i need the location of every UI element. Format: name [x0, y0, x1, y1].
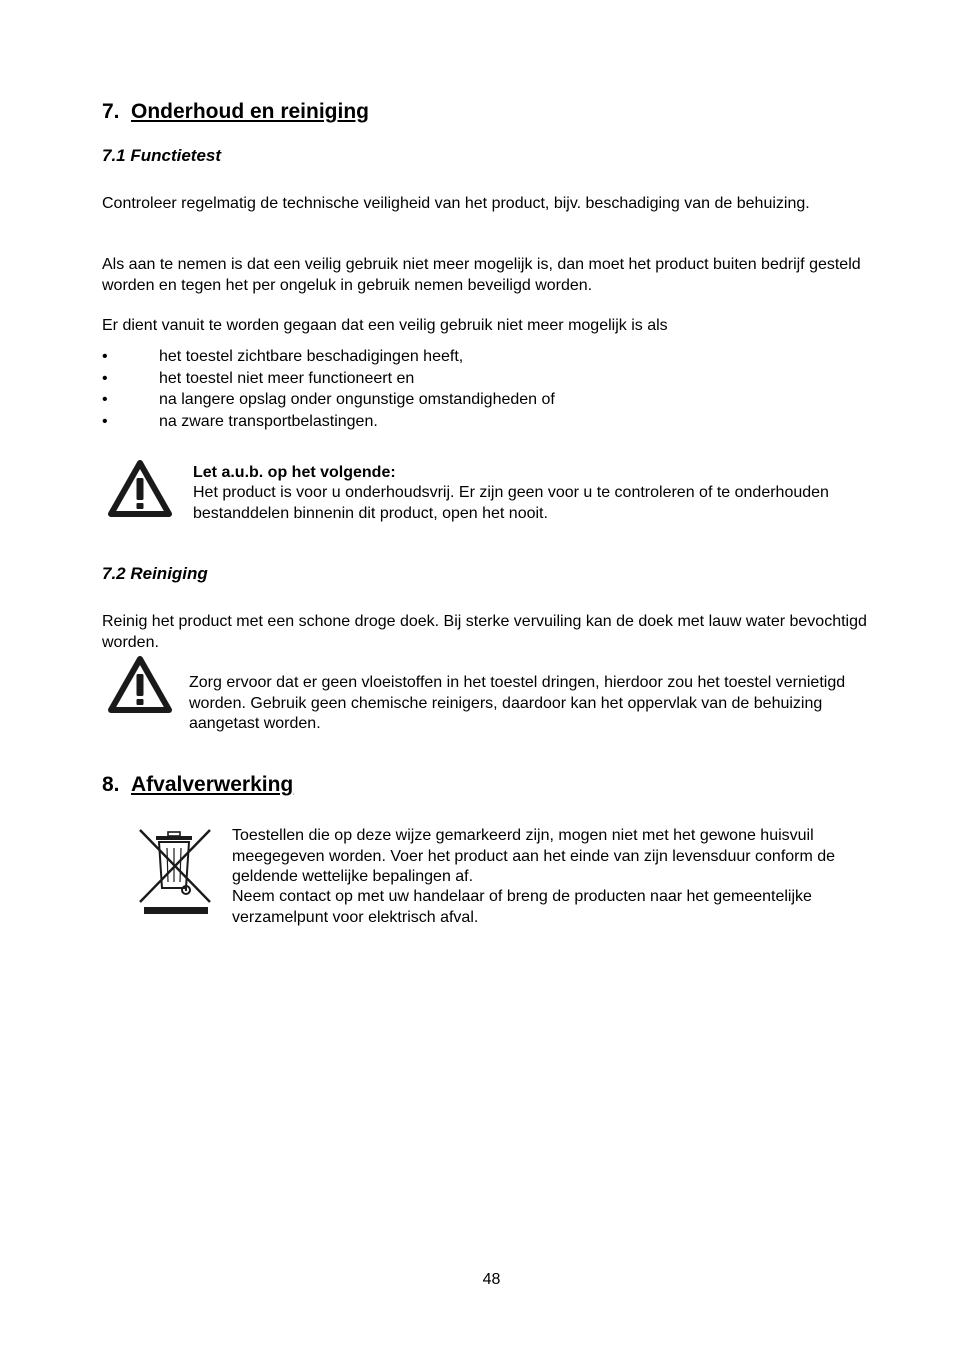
list-item	[102, 368, 802, 390]
list-item-text: na langere opslag onder ongunstige omstandigheden of	[159, 391, 555, 408]
subsection-7-1-title: 7.1 Functietest	[102, 146, 222, 165]
page-number: 48	[482, 1271, 501, 1288]
section-8-title: Afvalverwerking	[131, 773, 294, 796]
list-item-text: het toestel zichtbare beschadigingen heeft,	[159, 348, 464, 365]
cleaning-warning-text: Zorg ervoor dat er geen vloeistoffen in het toestel dringen, hierdoor zou het toestel vernietigd worden. Gebruik geen chemische reinigers, daardoor kan het oppervlak van de behuizing aangetast worden.	[189, 674, 846, 732]
section-7-number: 7.	[102, 100, 120, 123]
list-item-text: het toestel niet meer functioneert en	[159, 370, 415, 387]
disposal-paragraph-1: Toestellen die op deze wijze gemarkeerd zijn, mogen niet met het gewone huisvuil meegegeven worden. Voer het product aan het einde van zijn levensduur conform de geldende wettelijke bepalingen af.	[232, 827, 836, 885]
notice-text: Het product is voor u onderhoudsvrij. Er zijn geen voor u te controleren of te onderhouden bestanddelen binnenin dit product, open het nooit.	[193, 484, 829, 522]
bullet-symbol: •	[102, 370, 108, 387]
notice-title: Let a.u.b. op het volgende:	[193, 464, 396, 481]
section-8-number: 8.	[102, 773, 120, 796]
conditions-list	[102, 346, 802, 434]
bullet-symbol: •	[102, 391, 108, 408]
warning-triangle-icon	[108, 656, 172, 714]
list-item-text: na zware transportbelastingen.	[159, 413, 378, 430]
list-item	[102, 389, 802, 411]
section-8-heading	[102, 773, 293, 797]
paragraph-7-1-conditions: Er dient vanuit te worden gegaan dat een veilig gebruik niet meer mogelijk is als	[102, 317, 668, 334]
paragraph-7-1-decommission: Als aan te nemen is dat een veilig gebruik niet meer mogelijk is, dan moet het product buiten bedrijf gesteld worden en tegen het per ongeluk in gebruik nemen beveiligd worden.	[102, 256, 861, 294]
subsection-7-2-title: 7.2 Reiniging	[102, 564, 208, 583]
section-7-title: Onderhoud en reiniging	[131, 100, 369, 123]
bullet-symbol: •	[102, 413, 108, 430]
paragraph-7-2-cleaning: Reinig het product met een schone droge doek. Bij sterke vervuiling kan de doek met lauw water bevochtigd worden.	[102, 613, 867, 651]
disposal-paragraph-2: Neem contact op met uw handelaar of breng de producten naar het gemeentelijke verzamelpunt voor elektrisch afval.	[232, 888, 812, 926]
list-item	[102, 411, 802, 433]
bullet-symbol: •	[102, 348, 108, 365]
crossed-out-wheelie-bin-icon	[136, 826, 214, 916]
section-7-heading	[102, 100, 369, 124]
list-item	[102, 346, 802, 368]
paragraph-7-1-check: Controleer regelmatig de technische veiligheid van het product, bijv. beschadiging van de behuizing.	[102, 195, 810, 212]
warning-triangle-icon	[108, 460, 172, 518]
